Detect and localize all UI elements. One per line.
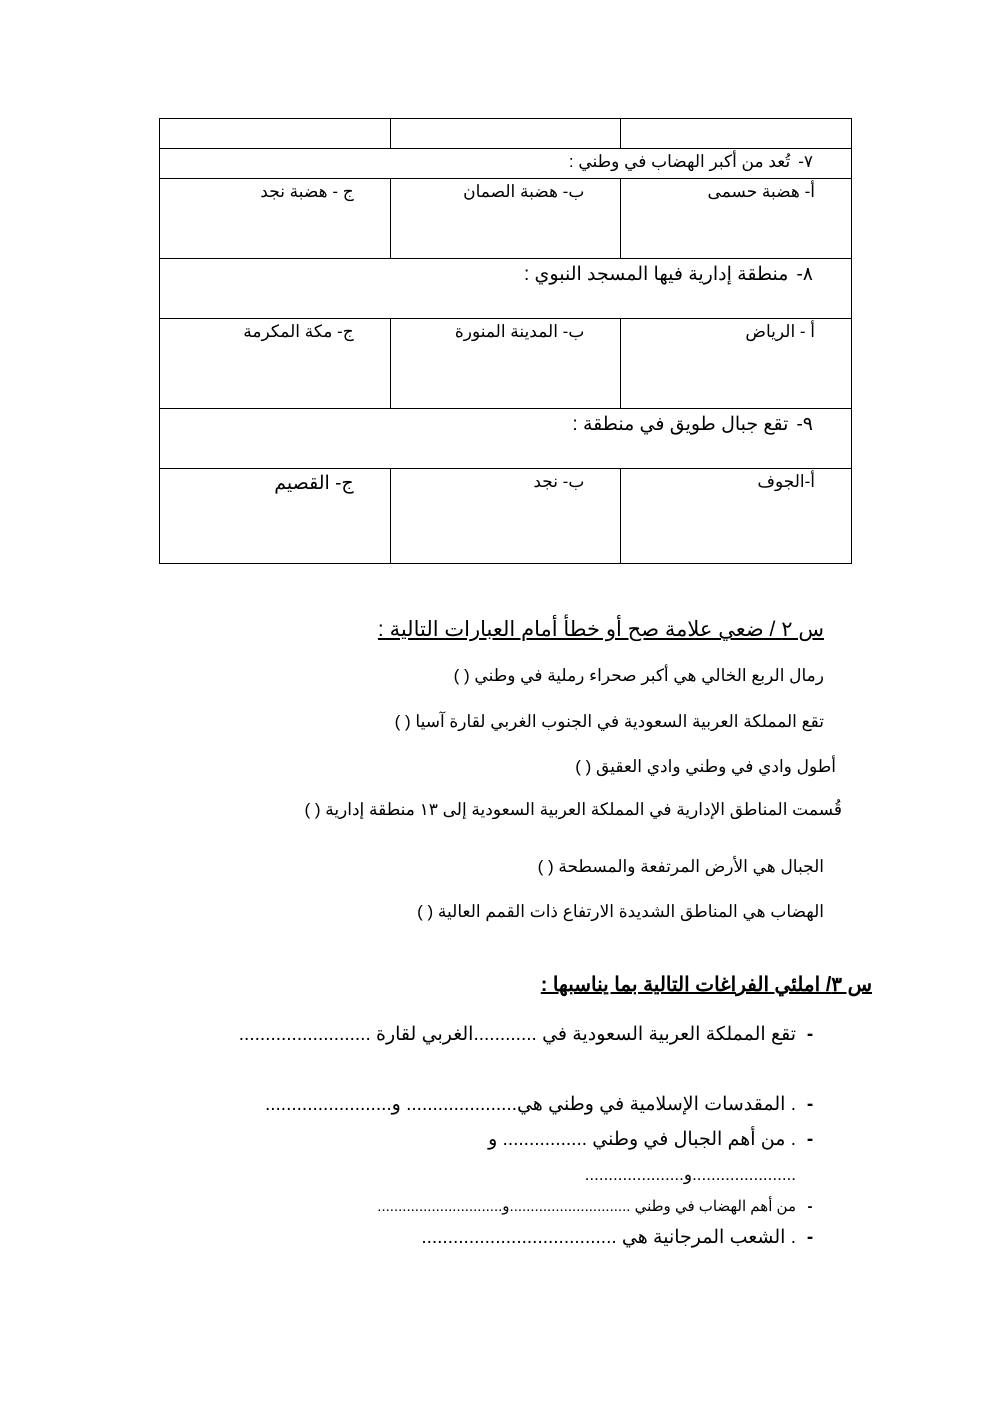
question-text: منطقة إدارية فيها المسجد النبوي : — [523, 264, 789, 285]
true-false-item-4: قُسمت المناطق الإدارية في المملكة العربية السعودية إلى ١٣ منطقة إدارية ( ) — [304, 800, 842, 819]
question-number: ٩- — [796, 414, 813, 435]
question-number: ٧- — [798, 152, 813, 171]
multiple-choice-table — [159, 118, 852, 564]
fill-blank-text: . المقدسات الإسلامية في وطني هي..................... و........................ — [264, 1094, 796, 1115]
option-b: ب- المدينة المنورة — [390, 319, 621, 409]
bullet-dash: - — [806, 1094, 814, 1115]
option-b: ب- هضبة الصمان — [390, 179, 621, 259]
question-9-row — [160, 409, 852, 469]
fill-blank-item-3-continued: ......................و..................... — [584, 1165, 796, 1184]
option-c: ج- القصيم — [160, 469, 391, 564]
true-false-item-1: رمال الربع الخالي هي أكبر صحراء رملية في وطني ( ) — [453, 666, 824, 685]
fill-blank-item-3 — [488, 1128, 824, 1151]
question-7-row — [160, 149, 852, 179]
table-header-row — [160, 119, 852, 149]
fill-blank-text: . الشعب المرجانية هي ..................................... — [421, 1227, 796, 1248]
fill-blank-text: تقع المملكة العربية السعودية في ............الغربي لقارة ......................... — [238, 1024, 796, 1045]
empty-cell — [621, 119, 852, 149]
true-false-item-6: الهضاب هي المناطق الشديدة الارتفاع ذات القمم العالية ( ) — [417, 902, 824, 921]
true-false-item-3: أطول وادي في وطني وادي العقيق ( ) — [575, 757, 836, 776]
option-a: أ-الجوف — [621, 469, 852, 564]
empty-cell — [390, 119, 621, 149]
bullet-dash: - — [807, 1198, 813, 1215]
question-7-options — [160, 179, 852, 259]
section-2-heading: س ٢ / ضعي علامة صح أو خطأ أمام العبارات التالية : — [377, 618, 824, 641]
true-false-item-5: الجبال هي الأرض المرتفعة والمسطحة ( ) — [537, 857, 824, 876]
question-text: تقع جبال طويق في منطقة : — [572, 414, 789, 435]
option-c: ج - هضبة نجد — [160, 179, 391, 259]
option-a: أ- هضبة حسمى — [621, 179, 852, 259]
true-false-item-2: تقع المملكة العربية السعودية في الجنوب الغربي لقارة آسيا ( ) — [394, 712, 824, 731]
question-9 — [160, 409, 852, 469]
fill-blank-item-1 — [239, 1023, 824, 1046]
question-text: تُعد من أكبر الهضاب في وطني : — [568, 152, 791, 171]
question-7 — [160, 149, 852, 179]
question-8-options — [160, 319, 852, 409]
fill-blank-item-4 — [377, 1197, 824, 1215]
option-b: ب- نجد — [390, 469, 621, 564]
question-8 — [160, 259, 852, 319]
question-number: ٨- — [796, 264, 813, 285]
bullet-dash: - — [806, 1024, 814, 1045]
option-c: ج- مكة المكرمة — [160, 319, 391, 409]
question-9-options — [160, 469, 852, 564]
section-3-heading: س ٣/ املئي الفراغات التالية بما يناسبها : — [540, 974, 872, 996]
option-a: أ - الرياض — [621, 319, 852, 409]
empty-cell — [160, 119, 391, 149]
fill-blank-item-2 — [265, 1093, 824, 1116]
bullet-dash: - — [806, 1129, 814, 1150]
question-8-row — [160, 259, 852, 319]
fill-blank-text: من أهم الهضاب في وطني .............................و.............................. — [377, 1198, 796, 1215]
fill-blank-item-5 — [421, 1226, 824, 1249]
fill-blank-text: . من أهم الجبال في وطني ................ و — [488, 1129, 796, 1150]
bullet-dash: - — [806, 1227, 814, 1248]
